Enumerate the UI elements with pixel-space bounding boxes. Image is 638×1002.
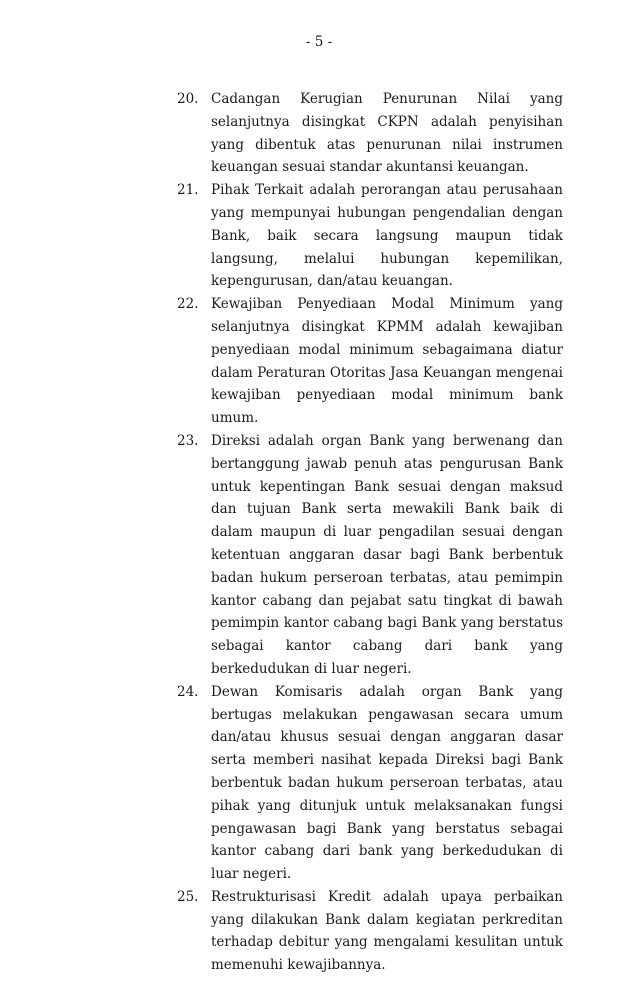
definition-number: 23. <box>177 432 199 449</box>
definition-text: Dewan Komisaris adalah organ Bank yang bertugas melakukan pengawasan secara umum dan/atau khusus sesuai dengan anggaran dasar serta memberi nasihat kepada Direksi bagi Bank berbentuk badan hukum perseroan terbatas, atau pihak yang ditunjuk untuk melaksanakan fungsi pengawasan bagi Bank yang berstatus sebagai kantor cabang dari bank yang berkedudukan di luar negeri. <box>211 683 563 883</box>
definition-list <box>177 88 563 977</box>
definition-number: 21. <box>177 182 199 199</box>
definition-item <box>177 681 563 886</box>
definition-number: 20. <box>177 91 199 107</box>
definition-number: 22. <box>177 296 199 313</box>
definition-item <box>177 293 563 430</box>
definition-number: 25. <box>177 888 199 905</box>
definition-item <box>177 886 563 977</box>
definition-item <box>177 430 563 681</box>
definition-text: Restrukturisasi Kredit adalah upaya perbaikan yang dilakukan Bank dalam kegiatan perkreditan terhadap debitur yang mengalami kesulitan untuk memenuhi kewajibannya. <box>211 888 563 974</box>
definition-number: 24. <box>177 683 199 700</box>
page-number: - 5 - <box>305 34 333 50</box>
definition-item <box>177 179 563 293</box>
definition-text: Pihak Terkait adalah perorangan atau perusahaan yang mempunyai hubungan pengendalian dengan Bank, baik secara langsung maupun tidak langsung, melalui hubungan kepemilikan, kepengurusan, dan/atau keuangan. <box>211 182 563 290</box>
definition-text: Kewajiban Penyediaan Modal Minimum yang selanjutnya disingkat KPMM adalah kewajiban penyediaan modal minimum sebagaimana diatur dalam Peraturan Otoritas Jasa Keuangan mengenai kewajiban penyediaan modal minimum bank umum. <box>211 296 563 427</box>
definition-item <box>177 88 563 179</box>
definition-text: Cadangan Kerugian Penurunan Nilai yang selanjutnya disingkat CKPN adalah penyisihan yang dibentuk atas penurunan nilai instrumen keuangan sesuai standar akuntansi keuangan. <box>211 91 563 176</box>
definition-text: Direksi adalah organ Bank yang berwenang dan bertanggung jawab penuh atas pengurusan Bank untuk kepentingan Bank sesuai dengan maksud dan tujuan Bank serta mewakili Bank baik di dalam maupun di luar pengadilan sesuai dengan ketentuan anggaran dasar bagi Bank berbentuk badan hukum perseroan terbatas, atau pemimpin kantor cabang dan pejabat satu tingkat di bawah pemimpin kantor cabang bagi Bank yang berstatus sebagai kantor cabang dari bank yang berkedudukan di luar negeri. <box>211 432 563 677</box>
